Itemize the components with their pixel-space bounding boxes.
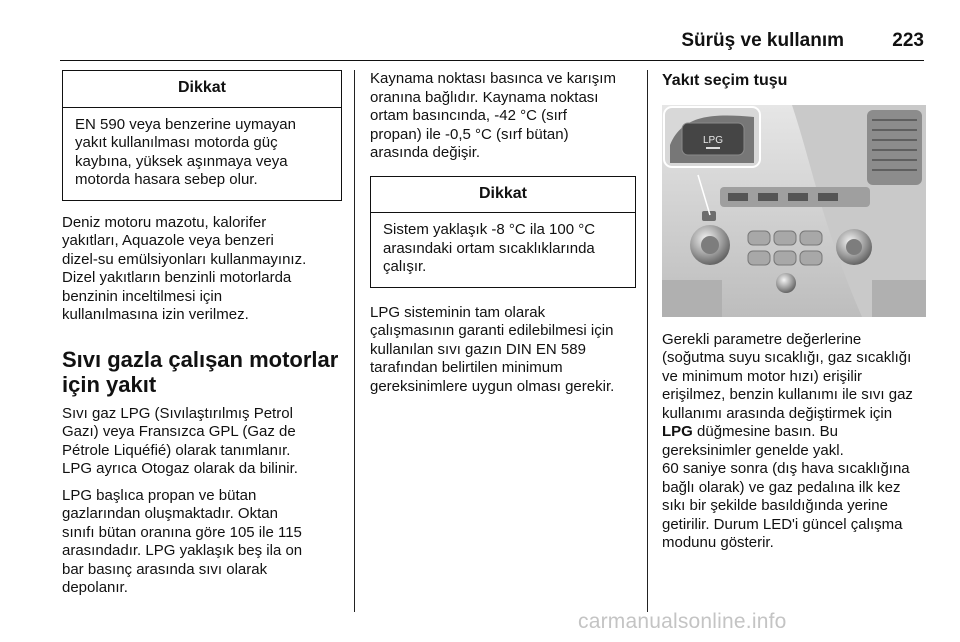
- caution-heading: Dikkat: [371, 177, 635, 214]
- text-line: arasında değişir.: [370, 144, 481, 161]
- text-line: bağlı olarak) ve gaz pedalına ilk kez: [662, 478, 901, 496]
- text-line: getirilir. Durum LED'i güncel çalışma: [662, 515, 903, 533]
- text-line: sıkı bir şekilde basıldığında yerine: [662, 497, 888, 514]
- caution-heading: Dikkat: [63, 71, 341, 108]
- text-line: motorda hasara sebep olur.: [75, 171, 258, 188]
- text-line: yakıt kullanılması motorda güç: [75, 134, 278, 151]
- text-line: propan) ile -0,5 °C (sırf bütan): [370, 125, 569, 143]
- text-line: [662, 423, 930, 442]
- column-3: [662, 70, 930, 553]
- text-line: (soğutma suyu sıcaklığı, gaz sıcaklığı: [662, 349, 912, 366]
- text-line: dizel-su emülsiyonları kullanmayınız.: [62, 250, 307, 268]
- column-1: [62, 70, 342, 598]
- text-line: Pétrole Liquéfié) olarak tanımlanır.: [62, 441, 291, 459]
- caution-box: [370, 176, 636, 288]
- text-line: arasındaki ortam sıcaklıklarında: [383, 239, 595, 257]
- text-line: Gerekli parametre değerlerine: [662, 330, 862, 348]
- text-line: bar basınç arasında sıvı olarak: [62, 560, 268, 578]
- text-line: ortam basıncında, -42 °C (sırf: [370, 107, 567, 124]
- column-divider-2: [647, 70, 648, 612]
- caution-text: [371, 213, 635, 287]
- text-line: kullanımı arasında değiştirmek için: [662, 404, 893, 422]
- text-line: arasındadır. LPG yaklaşık beş ila on: [62, 542, 303, 559]
- center-console-illustration: [662, 105, 926, 317]
- section-title: Sürüş ve kullanım: [681, 30, 844, 51]
- text-line: Kaynama noktası basınca ve karışım: [370, 70, 616, 87]
- text-line: LPG sisteminin tam olarak: [370, 303, 546, 321]
- text-line: çalışır.: [383, 258, 427, 275]
- paragraph: [370, 70, 636, 163]
- text-line: LPG başlıca propan ve bütan: [62, 486, 257, 504]
- heading-line: Sıvı gazla çalışan motorlar: [62, 346, 339, 372]
- text-line: tarafından belirtilen minimum: [370, 359, 563, 376]
- text-line: kullanılan sıvı gazın DIN EN 589: [370, 340, 586, 358]
- watermark: carmanualsonline.info: [578, 610, 787, 633]
- text-line: benzinin inceltilmesi için: [62, 287, 223, 305]
- heading-line: için yakıt: [62, 371, 157, 397]
- text-line: Sıvı gaz LPG (Sıvılaştırılmış Petrol: [62, 404, 293, 422]
- text-line: gereksinimlere uygun olması gerekir.: [370, 377, 615, 395]
- text-line: kaybına, yüksek aşınmaya veya: [75, 152, 288, 170]
- text-line: Sistem yaklaşık -8 °C ila 100 °C: [383, 221, 596, 238]
- text-fragment: düğmesine basın. Bu: [692, 423, 838, 440]
- page-number: 223: [892, 30, 924, 51]
- text-line: LPG ayrıca Otogaz olarak da bilinir.: [62, 460, 298, 477]
- header-rule: [60, 60, 924, 61]
- text-line: oranına bağlıdır. Kaynama noktası: [370, 88, 599, 106]
- lpg-button-label: LPG: [702, 134, 724, 146]
- text-line: gereksinimler genelde yakl.: [662, 441, 844, 459]
- section-heading: [62, 347, 342, 397]
- text-line: Dizel yakıtların benzinli motorlarda: [62, 269, 292, 286]
- text-line: Gazı) veya Fransızca GPL (Gaz de: [62, 423, 296, 440]
- column-divider-1: [354, 70, 355, 612]
- paragraph: [62, 405, 342, 479]
- paragraph: [62, 487, 342, 598]
- caution-text: [63, 108, 341, 200]
- column-2: [370, 70, 636, 396]
- lpg-key-name: LPG: [662, 423, 693, 440]
- text-line: kullanılmasına izin verilmez.: [62, 306, 249, 323]
- text-line: 60 saniye sonra (dış hava sıcaklığına: [662, 460, 910, 477]
- dashboard-photo: [662, 105, 926, 317]
- section-heading: Yakıt seçim tuşu: [662, 72, 788, 89]
- text-line: gazlarından oluşmaktadır. Oktan: [62, 505, 278, 522]
- text-line: modunu gösterir.: [662, 534, 774, 551]
- text-line: yakıtları, Aquazole veya benzeri: [62, 232, 274, 249]
- caution-box: [62, 70, 342, 201]
- text-line: Deniz motoru mazotu, kalorifer: [62, 213, 267, 231]
- paragraph: [62, 214, 342, 325]
- text-line: çalışmasının garanti edilebilmesi için: [370, 322, 614, 339]
- text-line: sınıfı bütan oranına göre 105 ile 115: [62, 523, 302, 541]
- text-line: ve minimum motor hızı) erişilir: [662, 367, 863, 385]
- paragraph: [662, 331, 930, 553]
- text-line: EN 590 veya benzerine uymayan: [75, 115, 296, 133]
- page-header: [60, 22, 924, 62]
- paragraph: [370, 304, 636, 397]
- text-line: depolanır.: [62, 579, 128, 596]
- text-line: erişilmez, benzin kullanımı ile sıvı gaz: [662, 386, 913, 403]
